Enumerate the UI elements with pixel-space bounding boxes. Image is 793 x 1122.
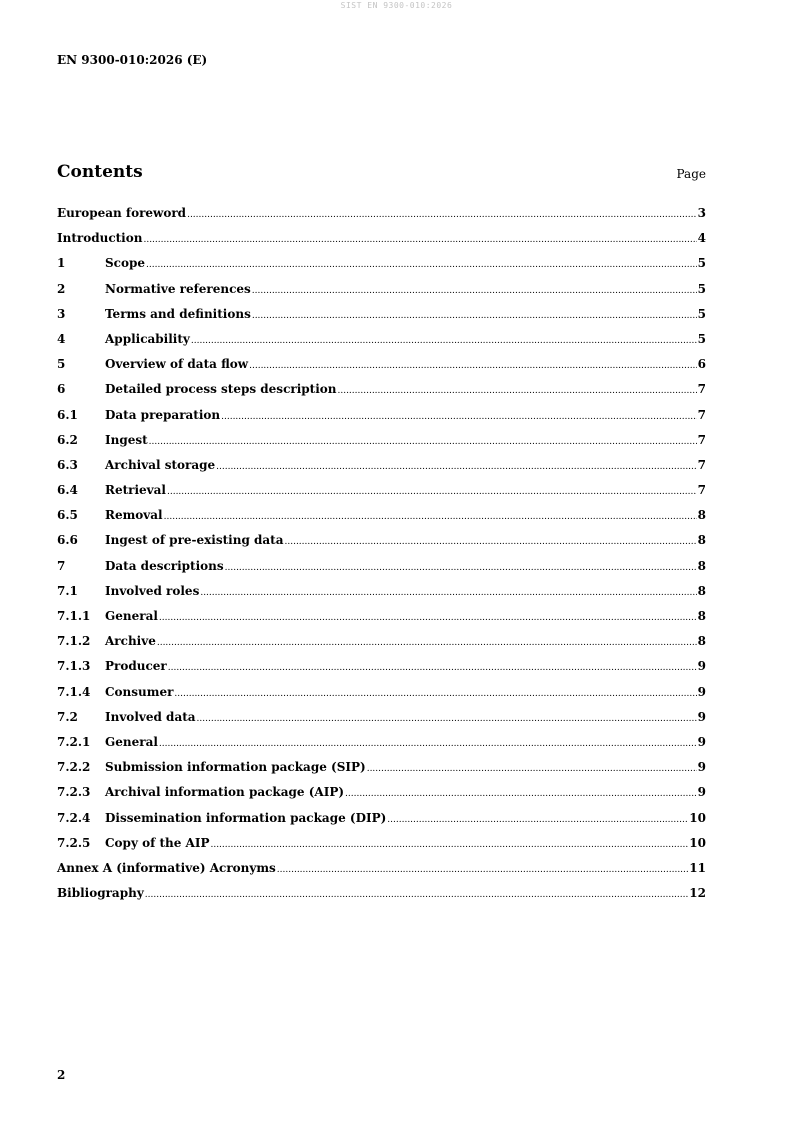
toc-entry-title: Detailed process steps description	[105, 382, 337, 397]
toc-entry-title: Producer	[105, 659, 167, 674]
toc-dot-leader	[387, 811, 688, 829]
toc-entry-title: Archive	[105, 634, 156, 649]
toc-entry-page: 12	[689, 886, 706, 901]
document-identifier: EN 9300-010:2026 (E)	[57, 53, 208, 67]
toc-entry[interactable]	[57, 834, 706, 859]
toc-entry[interactable]	[57, 481, 706, 506]
toc-entry-title: Archival storage	[105, 457, 216, 472]
toc-entry-title: Consumer	[105, 684, 174, 699]
toc-entry-number: 7.2.2	[57, 760, 91, 775]
toc-entry-title: Data preparation	[105, 407, 221, 422]
toc-dot-leader	[225, 559, 697, 577]
toc-entry[interactable]	[57, 683, 706, 708]
toc-entry-title: Data descriptions	[105, 558, 224, 573]
toc-dot-leader	[337, 382, 696, 400]
toc-entry[interactable]	[57, 708, 706, 733]
toc-dot-leader	[159, 735, 697, 753]
toc-entry-number: 6.3	[57, 457, 78, 472]
toc-dot-leader	[187, 206, 697, 224]
toc-dot-leader	[252, 282, 697, 300]
toc-entry-page: 9	[697, 785, 706, 800]
toc-entry-number: 7.2.5	[57, 835, 91, 850]
toc-entry-number: 7.2.1	[57, 734, 91, 749]
toc-dot-leader	[191, 332, 697, 350]
toc-entry-title: Scope	[105, 256, 146, 271]
toc-dot-leader	[252, 307, 697, 325]
toc-entry-title: Copy of the AIP	[105, 835, 210, 850]
toc-entry-number: 6.6	[57, 533, 78, 548]
toc-entry[interactable]	[57, 229, 706, 254]
toc-entry[interactable]	[57, 456, 706, 481]
toc-entry-number: 7	[57, 558, 66, 573]
toc-entry-number: 7.2.3	[57, 785, 91, 800]
toc-entry-page: 6	[697, 357, 706, 372]
toc-dot-leader	[164, 508, 697, 526]
toc-dot-leader	[167, 483, 697, 501]
toc-dot-leader	[249, 357, 697, 375]
toc-entry[interactable]	[57, 531, 706, 556]
toc-entry-number: 7.1	[57, 583, 78, 598]
toc-entry[interactable]	[57, 809, 706, 834]
toc-entry-title: Normative references	[105, 281, 251, 296]
toc-entry-number: 1	[57, 256, 66, 271]
toc-entry[interactable]	[57, 305, 706, 330]
toc-dot-leader	[159, 609, 697, 627]
toc-entry-page: 7	[697, 382, 706, 397]
toc-dot-leader	[367, 760, 697, 778]
toc-entry-title: Involved data	[105, 709, 196, 724]
toc-entry-page: 7	[697, 457, 706, 472]
toc-dot-leader	[221, 408, 697, 426]
toc-entry[interactable]	[57, 557, 706, 582]
toc-entry-title: Ingest of pre-existing data	[105, 533, 284, 548]
toc-entry-page: 8	[697, 634, 706, 649]
toc-entry-page: 8	[697, 558, 706, 573]
toc-dot-leader	[168, 659, 697, 677]
toc-entry-title: Applicability	[105, 331, 190, 346]
toc-entry-page: 9	[697, 684, 706, 699]
toc-dot-leader	[149, 433, 697, 451]
toc-entry[interactable]	[57, 204, 706, 229]
toc-entry-page: 11	[689, 860, 706, 875]
toc-entry-number: 6	[57, 382, 66, 397]
toc-entry-title: European foreword	[57, 206, 187, 220]
toc-entry[interactable]	[57, 783, 706, 808]
toc-entry-title: Retrieval	[105, 483, 166, 498]
toc-entry-title: Ingest	[105, 432, 148, 447]
toc-dot-leader	[216, 458, 697, 476]
toc-entry-page: 9	[697, 760, 706, 775]
toc-entry-title: Bibliography	[57, 886, 144, 901]
toc-entry-page: 9	[697, 734, 706, 749]
toc-entry-page: 8	[697, 508, 706, 523]
toc-entry[interactable]	[57, 733, 706, 758]
toc-entry-number: 6.2	[57, 432, 78, 447]
toc-dot-leader	[277, 861, 689, 879]
toc-entry[interactable]	[57, 884, 706, 909]
toc-entry-page: 7	[697, 483, 706, 498]
toc-entry[interactable]	[57, 380, 706, 405]
toc-entry-number: 7.1.3	[57, 659, 91, 674]
toc-dot-leader	[345, 785, 697, 803]
toc-entry-page: 8	[697, 609, 706, 623]
contents-header	[57, 162, 706, 186]
toc-entry-page: 7	[697, 432, 706, 447]
toc-entry-page: 4	[697, 231, 706, 246]
toc-entry[interactable]	[57, 431, 706, 456]
toc-entry-title: Archival information package (AIP)	[105, 785, 345, 800]
toc-entry-number: 6.5	[57, 508, 78, 523]
toc-dot-leader	[197, 710, 697, 728]
toc-entry-page: 5	[697, 256, 706, 271]
toc-dot-leader	[145, 886, 689, 904]
toc-dot-leader	[200, 584, 696, 602]
toc-entry[interactable]	[57, 657, 706, 682]
toc-entry-page: 7	[697, 407, 706, 422]
toc-entry-title: Overview of data flow	[105, 357, 249, 372]
toc-entry-page: 10	[689, 835, 706, 850]
toc-entry-page: 5	[697, 281, 706, 296]
toc-entry-number: 2	[57, 281, 66, 296]
toc-entry[interactable]	[57, 330, 706, 355]
toc-entry-number: 7.1.4	[57, 684, 91, 699]
toc-entry-number: 7.1.1	[57, 609, 91, 623]
toc-entry-title: Dissemination information package (DIP)	[105, 810, 387, 825]
toc-entry-title: Removal	[105, 508, 163, 523]
toc-dot-leader	[210, 836, 688, 854]
toc-entry-number: 6.4	[57, 483, 78, 498]
toc-entry-title: General	[105, 609, 158, 623]
page-column-label: Page	[676, 167, 706, 181]
toc-entry-page: 5	[697, 331, 706, 346]
toc-dot-leader	[146, 256, 697, 274]
toc-entry-title: Annex A (informative) Acronyms	[57, 860, 276, 875]
toc-entry[interactable]	[57, 355, 706, 380]
toc-entry-title: General	[105, 734, 158, 749]
toc-dot-leader	[174, 685, 696, 703]
toc-entry-page: 8	[697, 533, 706, 548]
contents-title: Contents	[57, 162, 143, 182]
toc-entry-number: 4	[57, 331, 66, 346]
toc-entry[interactable]	[57, 406, 706, 431]
toc-entry-number: 6.1	[57, 407, 78, 422]
page-number: 2	[57, 1068, 66, 1082]
toc-dot-leader	[157, 634, 697, 652]
toc-entry-title: Involved roles	[105, 583, 200, 598]
toc-entry-page: 3	[697, 206, 706, 220]
watermark: SIST EN 9300-010:2026	[340, 1, 453, 10]
toc-entry[interactable]	[57, 280, 706, 305]
toc-dot-leader	[143, 231, 696, 249]
toc-entry-number: 3	[57, 306, 66, 321]
table-of-contents	[57, 204, 706, 909]
toc-entry-page: 9	[697, 709, 706, 724]
toc-entry[interactable]	[57, 582, 706, 607]
toc-entry-title: Terms and definitions	[105, 306, 251, 321]
toc-entry-title: Submission information package (SIP)	[105, 760, 366, 775]
toc-dot-leader	[285, 533, 697, 551]
toc-entry[interactable]	[57, 607, 706, 632]
toc-entry[interactable]	[57, 506, 706, 531]
toc-entry-page: 5	[697, 306, 706, 321]
toc-entry-page: 8	[697, 583, 706, 598]
toc-entry-number: 7.2.4	[57, 810, 91, 825]
toc-entry-page: 10	[689, 810, 706, 825]
toc-entry[interactable]	[57, 254, 706, 279]
toc-entry-title: Introduction	[57, 231, 143, 246]
toc-entry-number: 7.1.2	[57, 634, 91, 649]
toc-entry-page: 9	[697, 659, 706, 674]
toc-entry[interactable]	[57, 758, 706, 783]
toc-entry[interactable]	[57, 632, 706, 657]
toc-entry-number: 7.2	[57, 709, 78, 724]
toc-entry[interactable]	[57, 859, 706, 884]
toc-entry-number: 5	[57, 357, 66, 372]
